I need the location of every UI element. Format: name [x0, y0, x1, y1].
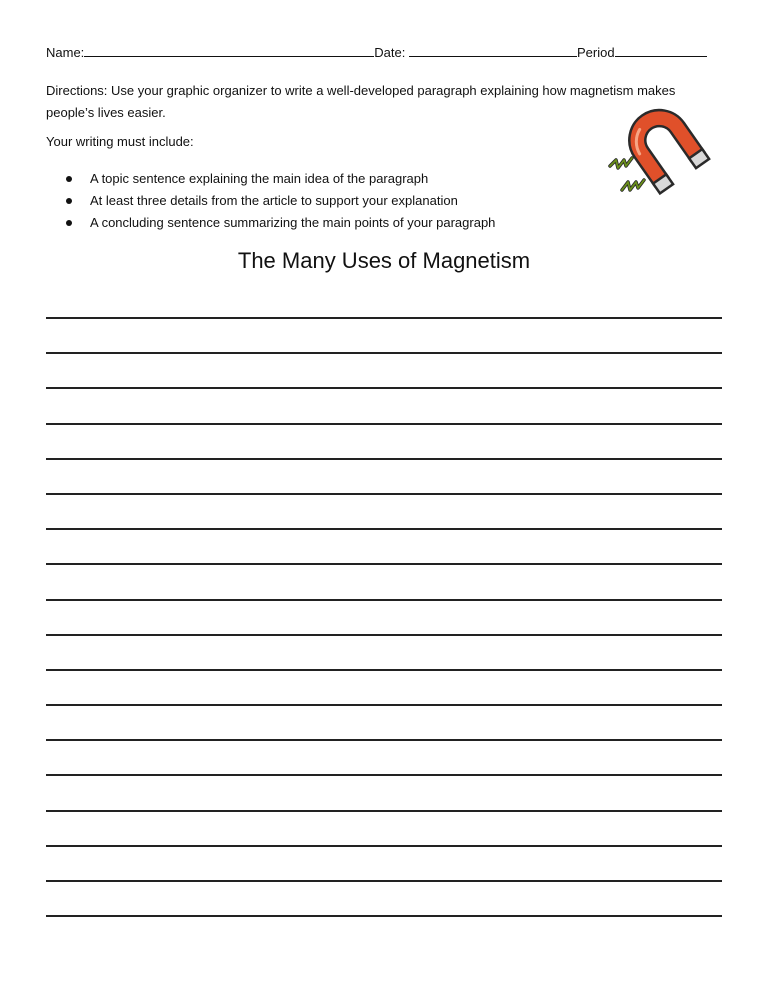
requirements-intro: Your writing must include:: [46, 134, 194, 149]
writing-line[interactable]: [46, 704, 722, 706]
writing-line[interactable]: [46, 739, 722, 741]
bullet-icon: [66, 198, 72, 204]
writing-line[interactable]: [46, 493, 722, 495]
date-label: Date:: [374, 45, 406, 60]
writing-line[interactable]: [46, 810, 722, 812]
name-blank[interactable]: [84, 44, 374, 57]
requirement-text: At least three details from the article to support your explanation: [90, 193, 458, 208]
writing-line[interactable]: [46, 352, 722, 354]
writing-line[interactable]: [46, 387, 722, 389]
date-blank[interactable]: [409, 44, 577, 57]
writing-lines[interactable]: [46, 317, 722, 950]
writing-line[interactable]: [46, 528, 722, 530]
writing-line[interactable]: [46, 669, 722, 671]
bullet-icon: [66, 220, 72, 226]
writing-line[interactable]: [46, 423, 722, 425]
list-item: [46, 212, 495, 234]
writing-line[interactable]: [46, 634, 722, 636]
directions-text: Directions: Use your graphic organizer to write a well-developed paragraph explaining how magnetism makes people’s lives easier.: [46, 83, 676, 120]
writing-line[interactable]: [46, 599, 722, 601]
writing-line[interactable]: [46, 317, 722, 319]
writing-line[interactable]: [46, 845, 722, 847]
requirements-list: [46, 168, 495, 234]
page-title: The Many Uses of Magnetism: [237, 248, 531, 273]
list-item: [46, 168, 495, 190]
writing-line[interactable]: [46, 563, 722, 565]
bullet-icon: [66, 176, 72, 182]
writing-line[interactable]: [46, 880, 722, 882]
writing-line[interactable]: [46, 915, 722, 917]
writing-line[interactable]: [46, 458, 722, 460]
name-label: Name:: [46, 45, 85, 60]
list-item: [46, 190, 495, 212]
horseshoe-magnet-icon: [596, 108, 712, 204]
period-label: Period: [577, 45, 615, 60]
period-blank[interactable]: [615, 44, 707, 57]
requirement-text: A concluding sentence summarizing the main points of your paragraph: [90, 215, 496, 230]
header-fields: [46, 44, 707, 60]
requirement-text: A topic sentence explaining the main idea of the paragraph: [90, 171, 429, 186]
writing-line[interactable]: [46, 774, 722, 776]
